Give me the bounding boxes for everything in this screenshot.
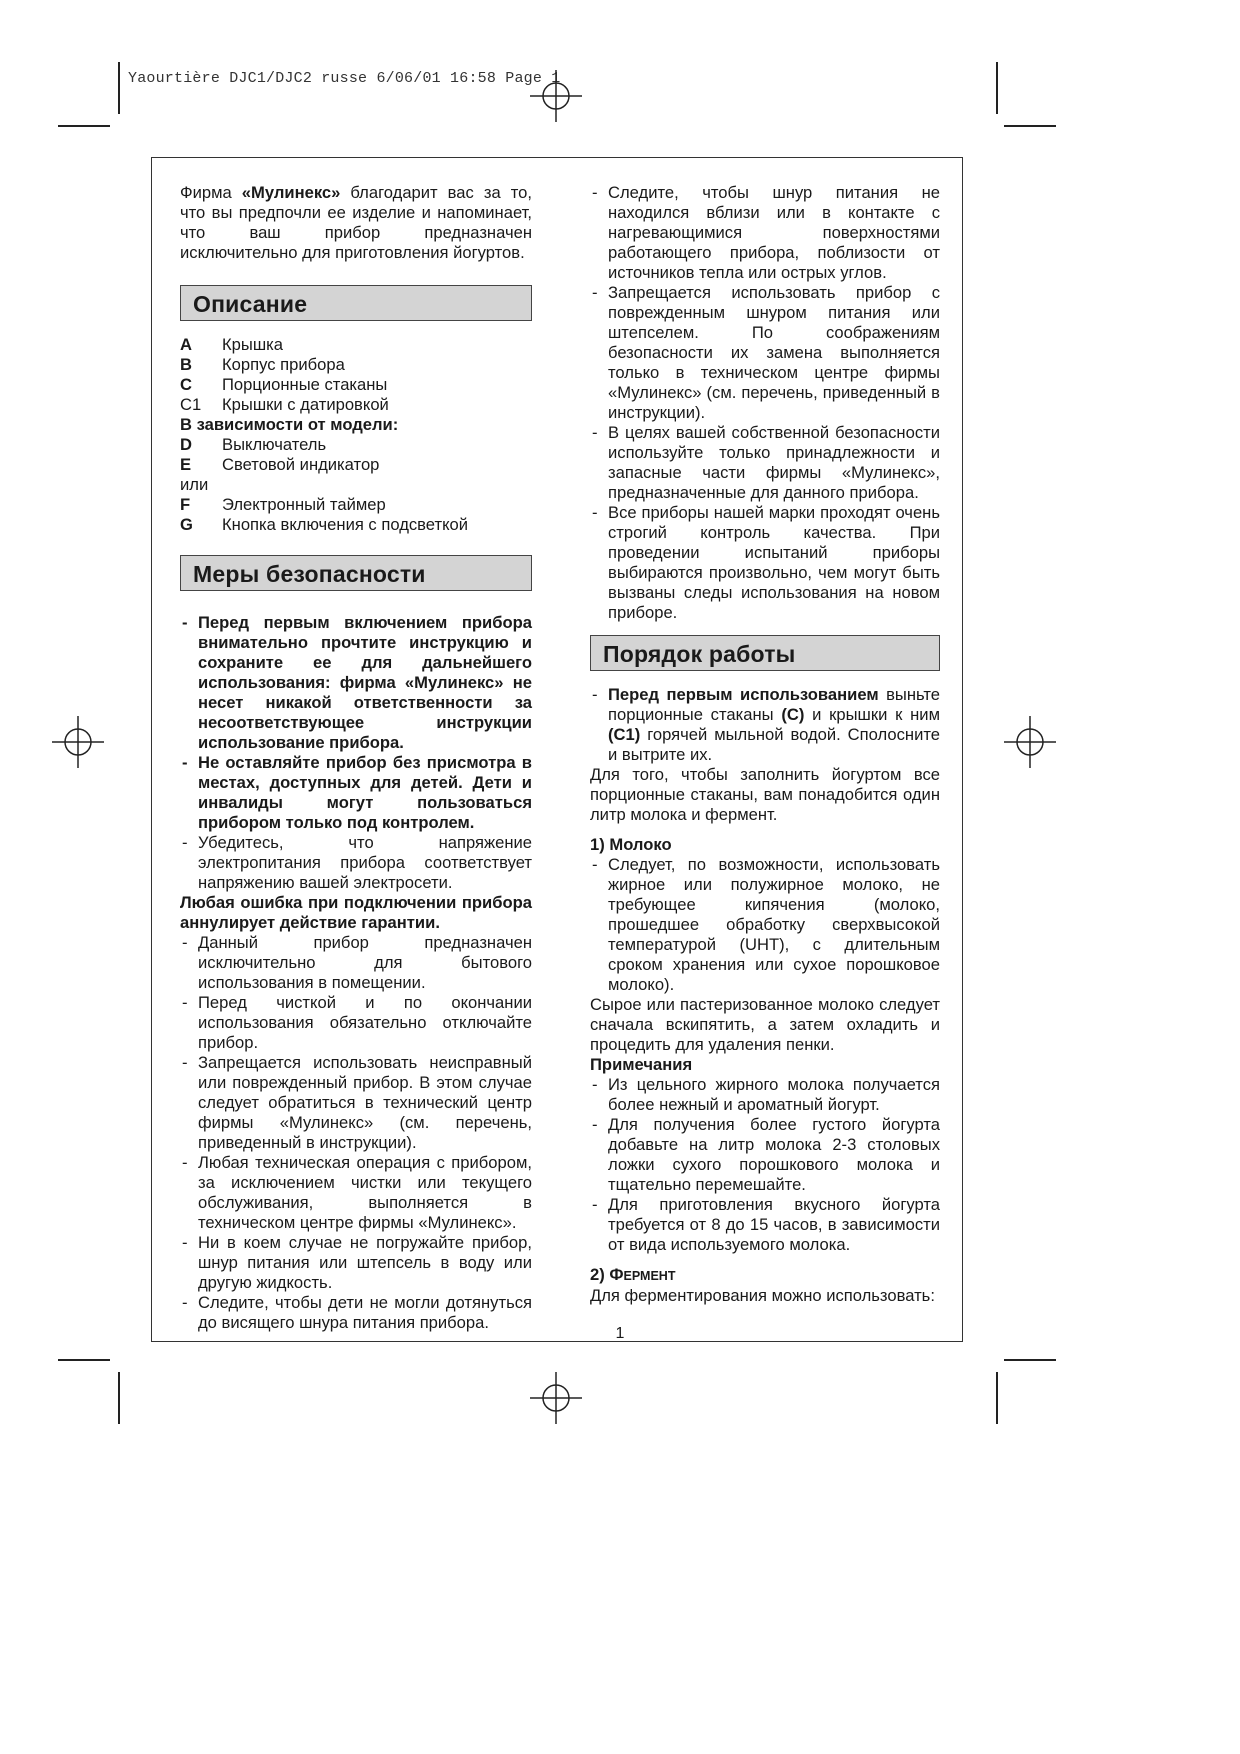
section-heading-operation: Порядок работы	[590, 635, 940, 671]
quantity-paragraph: Для того, чтобы заполнить йогуртом все порционные стаканы, вам понадобится один литр молока и фермент.	[590, 765, 940, 824]
notes-heading: Примечания	[590, 1055, 693, 1074]
page-number: 1	[615, 1325, 625, 1342]
model-note: В зависимости от модели:	[180, 415, 399, 434]
right-column	[590, 183, 940, 1306]
list-item: - Из цельного жирного молока получается более нежный и ароматный йогурт.	[590, 1075, 940, 1115]
list-item: - Все приборы нашей марки проходят очень строгий контроль качества. При проведении испытаний приборы выбираются произвольно, чем могут быть вызваны следы использования на новом приборе.	[590, 503, 940, 623]
safety-list	[180, 933, 532, 1333]
milk-list	[590, 855, 940, 995]
crop-mark	[996, 62, 998, 114]
list-item: - Запрещается использовать прибор с поврежденным шнуром питания или штепселем. По соображениям безопасности их замена выполняется только в техническом центре фирмы «Мулинекс» (см. перечень, приведенный в инструкции).	[590, 283, 940, 423]
crop-mark	[118, 62, 120, 114]
parts-list-item: E Световой индикатор	[180, 455, 380, 474]
list-item: - Следите, чтобы шнур питания не находился вблизи или в контакте с нагревающимися поверхностями работающего прибора, поблизости от источников тепла или острых углов.	[590, 183, 940, 283]
registration-mark-icon	[530, 70, 582, 122]
milk-heading: 1) Молоко	[590, 835, 672, 854]
section-heading-description: Описание	[180, 285, 532, 321]
crop-mark	[58, 125, 110, 127]
section-heading-safety: Меры безопасности	[180, 555, 532, 591]
brand-name: «Мулинекс»	[241, 183, 341, 202]
list-item: - Для приготовления вкусного йогурта требуется от 8 до 15 часов, в зависимости от вида используемого молока.	[590, 1195, 940, 1255]
ferment-heading: 2) ФЕРМЕНТ	[590, 1265, 676, 1284]
crop-mark	[1004, 125, 1056, 127]
list-item: - Ни в коем случае не погружайте прибор, шнур питания или штепсель в воду или другую жидкость.	[180, 1233, 532, 1293]
list-item: - Перед первым использованием выньте порционные стаканы (C) и крышки к ним (C1) горячей мыльной водой. Сполосните и вытрите их.	[590, 685, 940, 765]
parts-list-item: A Крышка	[180, 335, 283, 354]
parts-list-item: D Выключатель	[180, 435, 327, 454]
crop-mark	[1004, 1359, 1056, 1361]
registration-mark-icon	[1004, 716, 1056, 768]
or-label: или	[180, 475, 209, 494]
list-item: - Перед чисткой и по окончании использования обязательно отключайте прибор.	[180, 993, 532, 1053]
parts-list-item: B Корпус прибора	[180, 355, 345, 374]
parts-list-item: C Порционные стаканы	[180, 375, 388, 394]
crop-mark	[58, 1359, 110, 1361]
ferment-paragraph: Для ферментирования можно использовать:	[590, 1286, 935, 1305]
crop-mark	[996, 1372, 998, 1424]
safety-list	[180, 833, 532, 893]
operation-first-use	[590, 685, 940, 765]
list-item: - Не оставляйте прибор без присмотра в местах, доступных для детей. Дети и инвалиды могут пользоваться прибором только под контролем.	[180, 753, 532, 833]
list-item: - В целях вашей собственной безопасности используйте только принадлежности и запасные части фирмы «Мулинекс», предназначенные для данного прибора.	[590, 423, 940, 503]
safety-list-continued	[590, 183, 940, 623]
parts-list-item: G Кнопка включения с подсветкой	[180, 515, 469, 534]
list-item: - Данный прибор предназначен исключительно для бытового использования в помещении.	[180, 933, 532, 993]
list-item: - Перед первым включением прибора внимательно прочтите инструкцию и сохраните ее для дальнейшего использования: фирма «Мулинекс» не несет никакой ответственности за несоответствующее инструкции использование прибора.	[180, 613, 532, 753]
crop-mark	[118, 1372, 120, 1424]
registration-mark-icon	[530, 1372, 582, 1424]
left-column	[180, 183, 532, 1333]
milk-paragraph: Сырое или пастеризованное молоко следует сначала вскипятить, а затем охладить и процедить для удаления пенки.	[590, 995, 940, 1054]
intro-paragraph: Фирма «Мулинекс» благодарит вас за то, что вы предпочли ее изделие и напоминает, что ваш прибор предназначен исключительно для приготовления йогуртов.	[180, 183, 532, 262]
warranty-warning: Любая ошибка при подключении прибора аннулирует действие гарантии.	[180, 893, 532, 932]
parts-list-item: F Электронный таймер	[180, 495, 386, 514]
registration-mark-icon	[52, 716, 104, 768]
list-item: - Убедитесь, что напряжение электропитания прибора соответствует напряжению вашей электросети.	[180, 833, 532, 893]
list-item: - Для получения более густого йогурта добавьте на литр молока 2-3 столовых ложки сухого порошкового молока и тщательно перемешайте.	[590, 1115, 940, 1195]
parts-list-item: C1 Крышки с датировкой	[180, 395, 389, 414]
safety-bold-list	[180, 613, 532, 833]
list-item: - Запрещается использовать неисправный или поврежденный прибор. В этом случае следует обратиться в технический центр фирмы «Мулинекс» (см. перечень, приведенный в инструкции).	[180, 1053, 532, 1153]
list-item: - Любая техническая операция с прибором, за исключением чистки или текущего обслуживания, выполняется в техническом центре фирмы «Мулинекс».	[180, 1153, 532, 1233]
list-item: - Следует, по возможности, использовать жирное или полужирное молоко, не требующее кипячения (молоко, прошедшее обработку сверхвысокой температурой (UHT), с длительным сроком хранения или сухое порошковое молоко).	[590, 855, 940, 995]
printer-slug: Yaourtière DJC1/DJC2 russe 6/06/01 16:58 Page 1	[128, 70, 561, 87]
parts-list	[180, 335, 532, 535]
list-item: - Следите, чтобы дети не могли дотянуться до висящего шнура питания прибора.	[180, 1293, 532, 1333]
notes-list	[590, 1075, 940, 1255]
